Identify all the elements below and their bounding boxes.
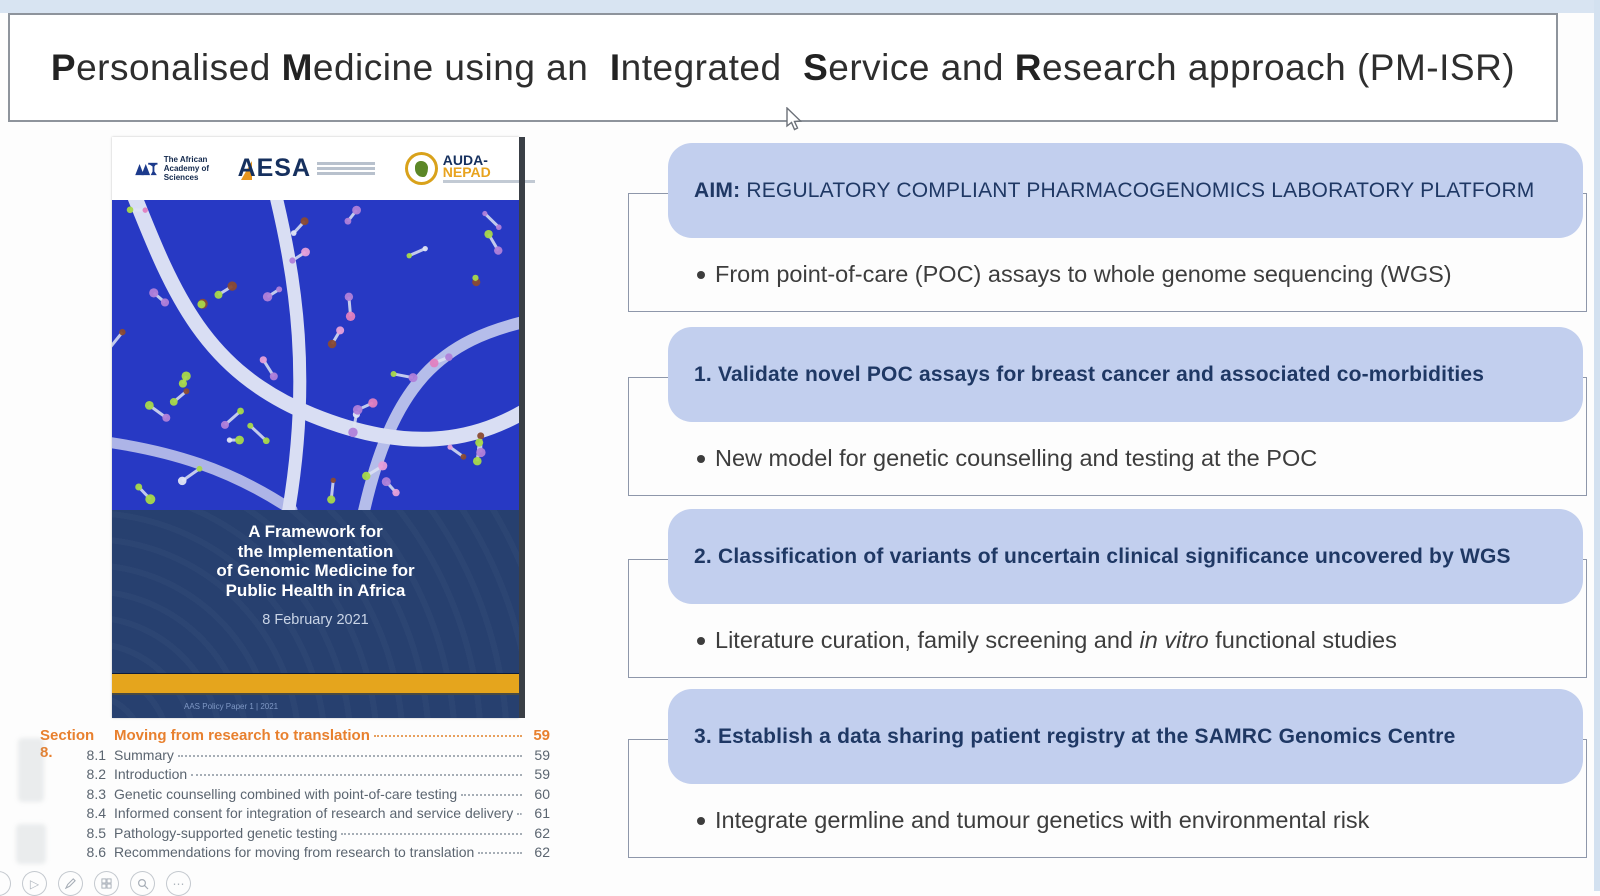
- cover-gold-bar: [112, 673, 519, 695]
- slideshow-controls: [0, 871, 191, 896]
- slides-grid-icon: [101, 878, 112, 889]
- panel-group-2: [628, 509, 1587, 677]
- panel-header-box: 1. Validate novel POC assays for breast cancer and associated co-morbidities: [668, 327, 1583, 422]
- bullet-dot-icon: [697, 637, 705, 645]
- next-slide-button[interactable]: ▷: [22, 871, 47, 896]
- auda-wordmark: AUDA-NEPAD: [443, 154, 535, 183]
- pen-icon: [65, 878, 76, 889]
- bullet-dot-icon: [697, 271, 705, 279]
- window-right-edge: [1594, 0, 1600, 891]
- magnifier-icon: [137, 878, 149, 890]
- toc-dot-leader: [341, 833, 522, 835]
- cover-footer: AAS Policy Paper 1 | 2021: [184, 702, 278, 711]
- cover-date: 8 February 2021: [112, 612, 519, 628]
- cover-logo-band: [112, 137, 519, 200]
- ghost-watermark: [18, 738, 44, 802]
- aas-logo: [134, 155, 215, 183]
- aesa-tagline-lines: [317, 162, 375, 175]
- toc-item-row: 8.6 Recommendations for moving from research to translation 62: [40, 844, 550, 864]
- see-all-slides-button[interactable]: [94, 871, 119, 896]
- panel-header-box: 3. Establish a data sharing patient registry at the SAMRC Genomics Centre: [668, 689, 1583, 784]
- panel-group-3: [628, 689, 1587, 857]
- pen-tool-button[interactable]: [58, 871, 83, 896]
- aesa-wordmark: AESA: [238, 154, 311, 183]
- slide-title: Personalised Medicine using an Integrated Service and Research approach (PM-ISR): [51, 47, 1515, 89]
- cover-title: A Framework for the Implementation of Genomic Medicine for Public Health in Africa: [112, 522, 519, 600]
- bullet-dot-icon: [697, 455, 705, 463]
- auda-globe-icon: [405, 152, 438, 185]
- cover-lower-panel: [112, 510, 519, 718]
- toc-dot-leader: [478, 852, 522, 854]
- panel-bullet: Integrate germline and tumour genetics with environmental risk: [697, 807, 1369, 834]
- toc-item-row: 8.4 Informed consent for integration of research and service delivery 61: [40, 805, 550, 825]
- toc-section-row: Section 8. Moving from research to translation 59: [40, 727, 550, 747]
- toc-item-row: 8.3 Genetic counselling combined with point-of-care testing 60: [40, 786, 550, 806]
- toc-dot-leader: [178, 755, 522, 757]
- auda-nepad-logo: [405, 152, 535, 185]
- panel-bullet: Literature curation, family screening and in vitro functional studies: [697, 627, 1397, 654]
- panel-group-1: [628, 327, 1587, 495]
- dna-cover-image: [112, 200, 519, 510]
- aas-logo-text: The African Academy of Sciences: [164, 155, 215, 182]
- report-cover: [112, 137, 519, 718]
- zoom-slide-button[interactable]: [130, 871, 155, 896]
- toc-dot-leader: [374, 735, 522, 737]
- previous-slide-button[interactable]: [0, 871, 11, 896]
- panel-header-box: AIM: REGULATORY COMPLIANT PHARMACOGENOMICS LABORATORY PLATFORM: [668, 143, 1583, 238]
- toc-item-row: 8.1 Summary 59: [40, 747, 550, 767]
- panel-header-box: 2. Classification of variants of uncertain clinical significance uncovered by WGS: [668, 509, 1583, 604]
- panel-bullet: From point-of-care (POC) assays to whole genome sequencing (WGS): [697, 261, 1452, 288]
- toc-item-row: 8.5 Pathology-supported genetic testing 62: [40, 825, 550, 845]
- slide-title-box: [8, 13, 1558, 122]
- bullet-dot-icon: [697, 817, 705, 825]
- panel-group-aim: [628, 143, 1587, 311]
- toc-dot-leader: [517, 813, 522, 815]
- ghost-watermark: [16, 824, 46, 864]
- toc-item-row: 8.2 Introduction 59: [40, 766, 550, 786]
- cover-spine-shadow: [519, 137, 525, 718]
- aas-logo-icon: [134, 155, 159, 183]
- panel-bullet: New model for genetic counselling and testing at the POC: [697, 445, 1317, 472]
- aesa-logo: [241, 154, 375, 183]
- mouse-cursor-icon: [783, 107, 805, 133]
- toc-dot-leader: [191, 774, 522, 776]
- more-options-button[interactable]: ⋯: [166, 871, 191, 896]
- table-of-contents: [40, 727, 550, 864]
- window-top-strip: [0, 0, 1600, 13]
- toc-dot-leader: [461, 794, 522, 796]
